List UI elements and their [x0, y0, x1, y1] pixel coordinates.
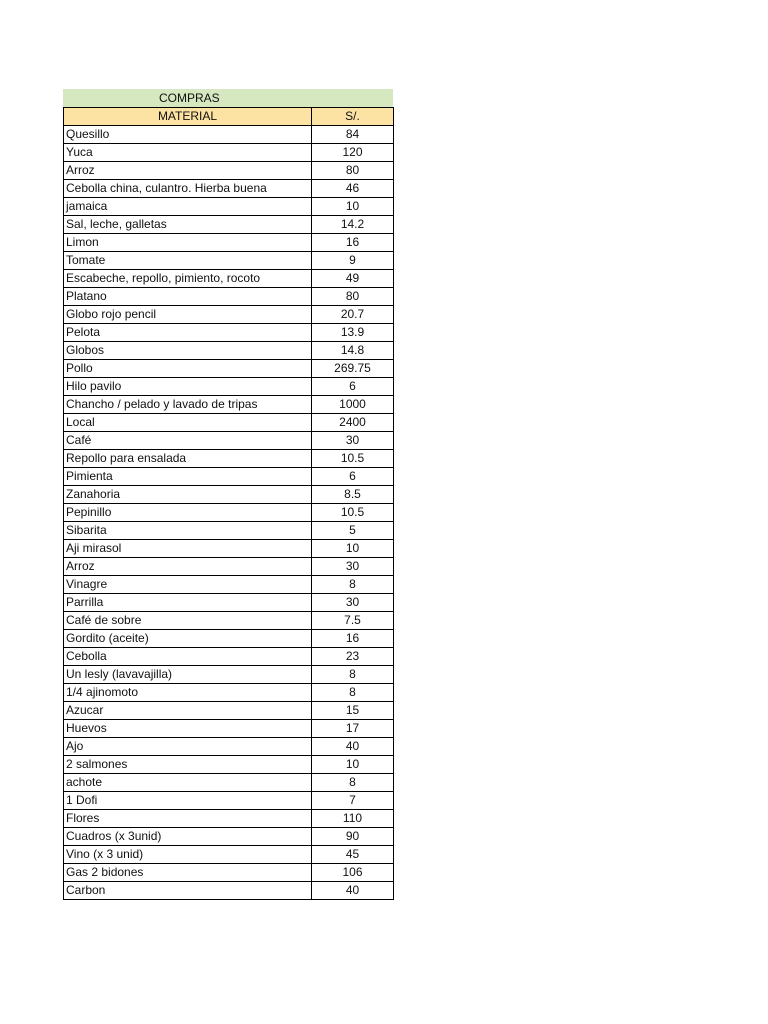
amount-cell: 9 — [312, 252, 394, 270]
item-cell: Aji mirasol — [64, 540, 312, 558]
table-row — [64, 738, 394, 756]
item-cell: jamaica — [64, 198, 312, 216]
amount-cell: 16 — [312, 234, 394, 252]
table-row — [64, 378, 394, 396]
amount-cell: 8 — [312, 684, 394, 702]
item-cell: Gas 2 bidones — [64, 864, 312, 882]
amount-cell: 10 — [312, 540, 394, 558]
table-row — [64, 666, 394, 684]
purchases-sheet — [63, 89, 393, 900]
item-cell: Repollo para ensalada — [64, 450, 312, 468]
table-row — [64, 414, 394, 432]
item-cell: Sibarita — [64, 522, 312, 540]
amount-cell: 10.5 — [312, 450, 394, 468]
item-cell: 1 Dofi — [64, 792, 312, 810]
amount-cell: 80 — [312, 288, 394, 306]
table-row — [64, 450, 394, 468]
table-row — [64, 126, 394, 144]
table-row — [64, 324, 394, 342]
table-row — [64, 396, 394, 414]
item-cell: Cuadros (x 3unid) — [64, 828, 312, 846]
amount-cell: 8 — [312, 576, 394, 594]
table-row — [64, 270, 394, 288]
purchases-table — [63, 107, 394, 900]
item-cell: Local — [64, 414, 312, 432]
table-row — [64, 522, 394, 540]
table-row — [64, 234, 394, 252]
table-row — [64, 648, 394, 666]
amount-cell: 14.8 — [312, 342, 394, 360]
amount-cell: 7 — [312, 792, 394, 810]
amount-cell: 30 — [312, 558, 394, 576]
amount-cell: 8 — [312, 774, 394, 792]
table-row — [64, 558, 394, 576]
amount-cell: 1000 — [312, 396, 394, 414]
amount-cell: 8.5 — [312, 486, 394, 504]
table-row — [64, 792, 394, 810]
header-amount: S/. — [312, 108, 394, 126]
amount-cell: 20.7 — [312, 306, 394, 324]
item-cell: Parrilla — [64, 594, 312, 612]
item-cell: Vinagre — [64, 576, 312, 594]
item-cell: Flores — [64, 810, 312, 828]
table-row — [64, 720, 394, 738]
table-row — [64, 594, 394, 612]
amount-cell: 8 — [312, 666, 394, 684]
item-cell: Un lesly (lavavajilla) — [64, 666, 312, 684]
amount-cell: 10 — [312, 198, 394, 216]
amount-cell: 269.75 — [312, 360, 394, 378]
amount-cell: 120 — [312, 144, 394, 162]
amount-cell: 15 — [312, 702, 394, 720]
amount-cell: 40 — [312, 738, 394, 756]
item-cell: Azucar — [64, 702, 312, 720]
item-cell: Pelota — [64, 324, 312, 342]
item-cell: achote — [64, 774, 312, 792]
table-row — [64, 288, 394, 306]
table-row — [64, 360, 394, 378]
table-row — [64, 468, 394, 486]
item-cell: Pollo — [64, 360, 312, 378]
table-row — [64, 342, 394, 360]
table-row — [64, 486, 394, 504]
table-row — [64, 774, 394, 792]
table-row — [64, 576, 394, 594]
item-cell: Sal, leche, galletas — [64, 216, 312, 234]
table-row — [64, 180, 394, 198]
amount-cell: 6 — [312, 378, 394, 396]
amount-cell: 10.5 — [312, 504, 394, 522]
item-cell: Tomate — [64, 252, 312, 270]
item-cell: Cebolla — [64, 648, 312, 666]
amount-cell: 30 — [312, 594, 394, 612]
table-row — [64, 504, 394, 522]
table-row — [64, 306, 394, 324]
table-row — [64, 252, 394, 270]
item-cell: 1/4 ajinomoto — [64, 684, 312, 702]
amount-cell: 17 — [312, 720, 394, 738]
item-cell: Chancho / pelado y lavado de tripas — [64, 396, 312, 414]
item-cell: Ajo — [64, 738, 312, 756]
item-cell: Hilo pavilo — [64, 378, 312, 396]
table-row — [64, 702, 394, 720]
item-cell: Café de sobre — [64, 612, 312, 630]
item-cell: Cebolla china, culantro. Hierba buena — [64, 180, 312, 198]
amount-cell: 5 — [312, 522, 394, 540]
table-row — [64, 144, 394, 162]
table-row — [64, 612, 394, 630]
item-cell: Huevos — [64, 720, 312, 738]
amount-cell: 106 — [312, 864, 394, 882]
amount-cell: 16 — [312, 630, 394, 648]
sheet-title: COMPRAS — [159, 91, 220, 105]
item-cell: Arroz — [64, 558, 312, 576]
item-cell: Gordito (aceite) — [64, 630, 312, 648]
item-cell: Globos — [64, 342, 312, 360]
amount-cell: 110 — [312, 810, 394, 828]
table-row — [64, 882, 394, 900]
table-row — [64, 162, 394, 180]
table-row — [64, 432, 394, 450]
table-row — [64, 630, 394, 648]
table-row — [64, 756, 394, 774]
table-header-row — [64, 108, 394, 126]
amount-cell: 13.9 — [312, 324, 394, 342]
item-cell: Carbon — [64, 882, 312, 900]
amount-cell: 7.5 — [312, 612, 394, 630]
amount-cell: 2400 — [312, 414, 394, 432]
amount-cell: 49 — [312, 270, 394, 288]
amount-cell: 14.2 — [312, 216, 394, 234]
item-cell: 2 salmones — [64, 756, 312, 774]
table-row — [64, 684, 394, 702]
amount-cell: 10 — [312, 756, 394, 774]
amount-cell: 84 — [312, 126, 394, 144]
amount-cell: 40 — [312, 882, 394, 900]
amount-cell: 30 — [312, 432, 394, 450]
amount-cell: 90 — [312, 828, 394, 846]
table-row — [64, 828, 394, 846]
item-cell: Café — [64, 432, 312, 450]
item-cell: Pimienta — [64, 468, 312, 486]
amount-cell: 80 — [312, 162, 394, 180]
item-cell: Pepinillo — [64, 504, 312, 522]
item-cell: Zanahoria — [64, 486, 312, 504]
table-row — [64, 216, 394, 234]
table-row — [64, 864, 394, 882]
sheet-title-row — [63, 89, 393, 107]
item-cell: Globo rojo pencil — [64, 306, 312, 324]
amount-cell: 6 — [312, 468, 394, 486]
table-row — [64, 540, 394, 558]
item-cell: Arroz — [64, 162, 312, 180]
item-cell: Escabeche, repollo, pimiento, rocoto — [64, 270, 312, 288]
item-cell: Quesillo — [64, 126, 312, 144]
item-cell: Platano — [64, 288, 312, 306]
header-material: MATERIAL — [64, 108, 312, 126]
amount-cell: 46 — [312, 180, 394, 198]
item-cell: Vino (x 3 unid) — [64, 846, 312, 864]
table-row — [64, 198, 394, 216]
amount-cell: 23 — [312, 648, 394, 666]
item-cell: Yuca — [64, 144, 312, 162]
amount-cell: 45 — [312, 846, 394, 864]
table-row — [64, 810, 394, 828]
table-row — [64, 846, 394, 864]
item-cell: Limon — [64, 234, 312, 252]
table-body — [64, 126, 394, 900]
